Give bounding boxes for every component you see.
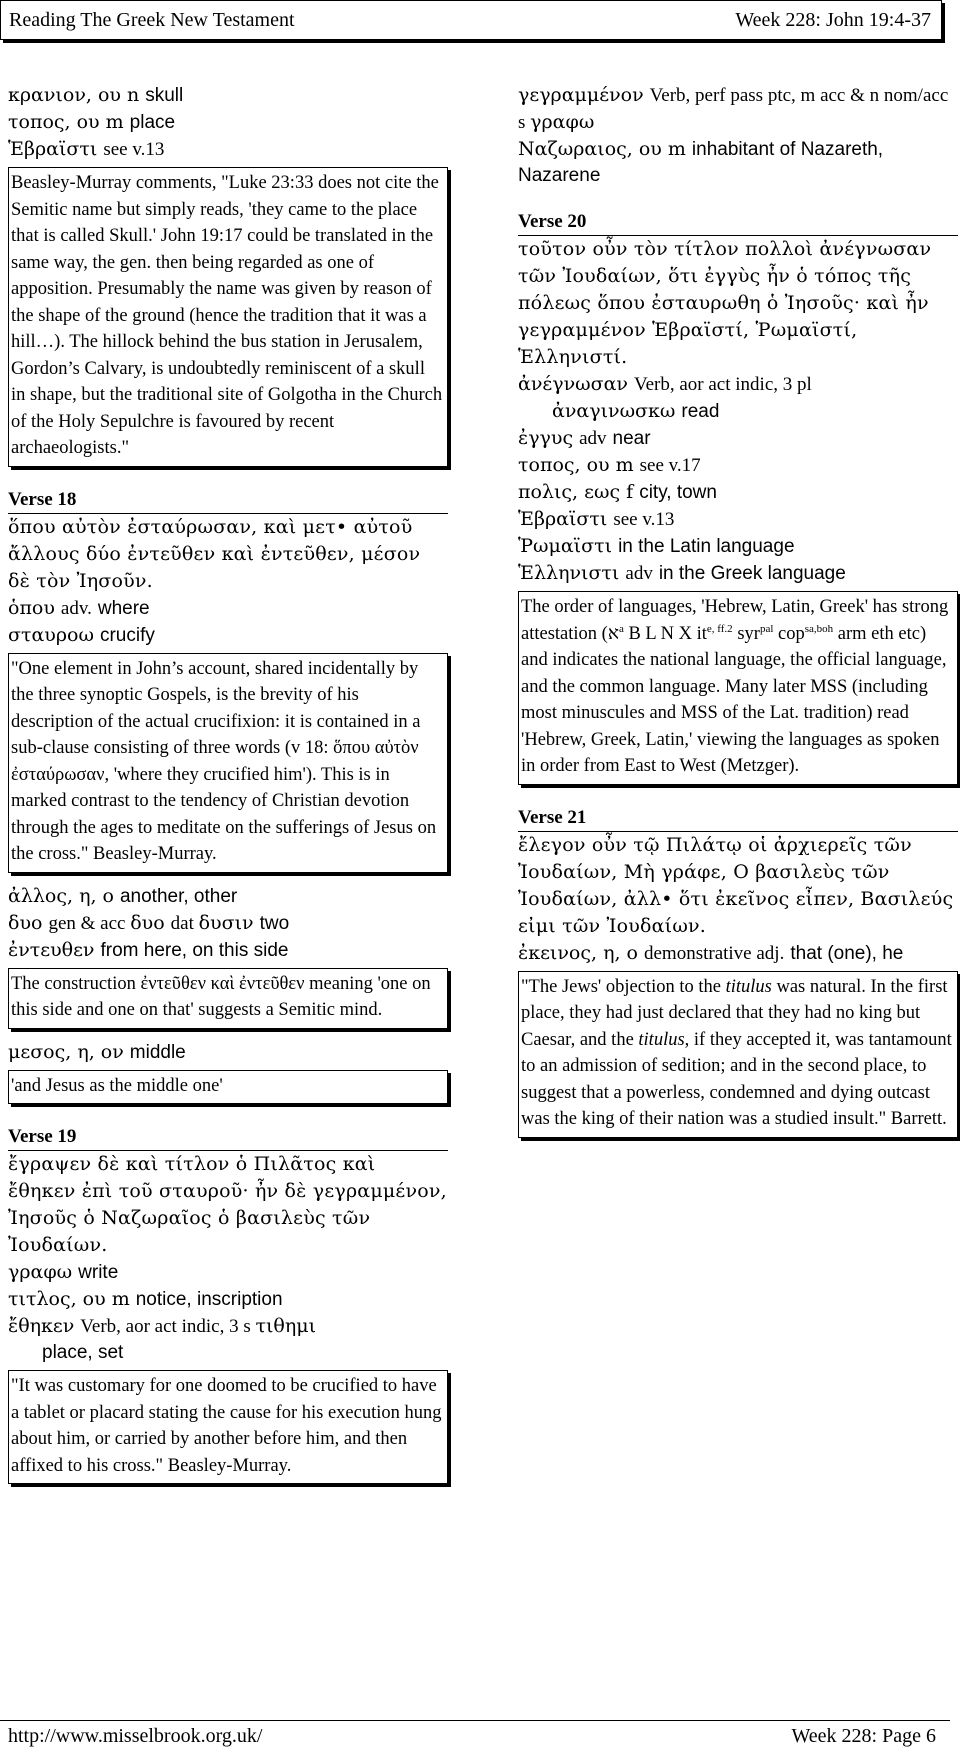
vocab-lexical-form: ἀναγινωσκω: [552, 400, 676, 422]
verse-19-text: ἔγραψεν δὲ καὶ τίτλον ὁ Πιλᾶτος καὶ ἔθηκεν ἐπὶ τοῦ σταυροῦ· ἦν δὲ γεγραμμένον, Ἰησοῦς ὁ Ναζωραῖος ὁ βασιλεὺς τῶν Ἰουδαίων.: [8, 1153, 447, 1256]
aleph-symbol: א: [607, 623, 619, 644]
vocab-ethEken: [8, 1313, 448, 1366]
vocab-greek: Ναζωραιος, ου m: [518, 138, 686, 160]
vocab-english: write: [78, 1262, 119, 1283]
left-column: [8, 82, 448, 1494]
vocab-stauroo: [8, 622, 448, 649]
vocab-grammar: adv: [579, 428, 607, 449]
vocab-greek: ἐκεινος, η, ο: [518, 941, 638, 964]
verse-20-text: τοῦτον οὖν τὸν τίτλον πολλοὶ ἀνέγνωσαν τῶν Ἰουδαίων, ὅτι ἐγγὺς ἦν ὁ τόπος τῆς πόλεως ὅπου ἐσταυρωθη ὁ Ἰησοῦς· καὶ ἦν γεγραμμένον Ἑβραϊστί, Ῥωμαϊστί, Ἑλληνιστί.: [518, 238, 932, 368]
commentary-note-jews-objection: [518, 971, 958, 1138]
vocab-grammar: dat: [170, 912, 194, 934]
vocab-greek: ἐγγυς: [518, 427, 574, 449]
note-text: (including most minuscules and: [521, 676, 928, 723]
vocab-grapho: [8, 1259, 448, 1286]
vocab-greek: τιτλος, ου m: [8, 1288, 130, 1310]
vocab-greek: ἀνέγνωσαν: [518, 373, 628, 395]
vocab-enteuthen: [8, 937, 448, 964]
vocab-lexical-form: γραφω: [530, 111, 595, 133]
vocab-greek: τοπος, ου m: [518, 454, 634, 476]
vocab-gegrammenon: [518, 82, 958, 136]
vocab-english: read: [681, 401, 720, 422]
vocab-greek: γεγραμμένον: [518, 84, 644, 106]
note-text: arm eth etc) and indicates the national language, the official language, and the common language. Many later: [521, 623, 947, 697]
vocab-greek: ἐντευθεν: [8, 938, 95, 961]
vocab-english: near: [612, 428, 651, 449]
vocab-english: inhabitant of Nazareth, Nazarene: [518, 139, 884, 186]
vocab-reference: see v.17: [639, 455, 701, 476]
vocab-grammar: gen & acc: [48, 912, 126, 934]
vocab-english: where: [97, 597, 150, 619]
vocab-hebraisti: [8, 136, 448, 163]
verse-18-heading: Verse 18: [8, 489, 448, 514]
vocab-grammar: Verb, aor act indic, 3 s: [80, 1316, 251, 1337]
vocab-greek: σταυροω: [8, 623, 94, 646]
vocab-anegnosan: [518, 371, 958, 425]
note-text: of the Lat. tradition) read 'Hebrew, Greek, Latin,' viewing the languages as spoken in order from East to West (Metzger).: [521, 703, 940, 776]
vocab-greek: κρανιον, ου n: [8, 84, 140, 106]
vocab-greek: ἀλλος, η, ο: [8, 884, 114, 907]
vocab-english: in the Greek language: [658, 563, 846, 584]
note-superscript: a: [618, 622, 624, 635]
vocab-english: another, other: [119, 885, 238, 907]
note-superscript: e, ff.2: [706, 622, 733, 635]
note-mss: MSS: [810, 676, 848, 697]
verse-21-text: ἔλεγον οὖν τῷ Πιλάτῳ οἱ ἀρχιερεῖς τῶν Ἰουδαίων, Μὴ γράφε, Ο βασιλεὺς τῶν Ἰουδαίων, ἀλλ• ὅτι ἐκεῖνος εἶπεν, Βασιλεύς εἰμι τῶν Ἰουδαίων.: [518, 833, 954, 937]
header-title: Reading The Greek New Testament: [9, 9, 295, 31]
vocab-grammar: adv: [625, 563, 653, 584]
vocab-mesos: [8, 1039, 448, 1066]
vocab-grammar: Verb, aor act indic, 3 pl: [633, 374, 812, 395]
vocab-grammar: adv.: [60, 597, 92, 619]
commentary-note-skull: Beasley-Murray comments, "Luke 23:33 does not cite the Semitic name but simply reads, 'they came to the place that is called Skull.' John 19:17 could be translated in the same way, the gen. then being regarded as one of apposition. Presumably the name was given by reason of the shape of the ground (hence the tradition that it was a hill…). The hillock behind the bus station in Jerusalem, Gordon’s Calvary, is undoubtedly reminiscent of a skull in shape, but the traditional site of Golgotha in the Church of the Holy Sepulchre is favoured by recent archaeologists.": [8, 167, 448, 467]
commentary-note-language-order: [518, 591, 958, 785]
note-text: The order of languages, 'Hebrew, Latin, Greek' has strong attestation (: [521, 597, 949, 644]
vocab-english: that (one), he: [790, 942, 904, 964]
note-mss: MSS: [680, 703, 718, 723]
verse-20-heading: Verse 20: [518, 211, 958, 236]
vocab-kranion: [8, 82, 448, 109]
commentary-note-element: "One element in John’s account, shared incidentally by the three synoptic Gospels, is the brevity of his description of the actual crucifixion: it is contained in a sub-clause consisting of three words (v 18: ὅπου αὐτὸν ἐσταύρωσαν, 'where they crucified him'). This is in marked contrast to the tendency of Christian devotion through the ages to meditate on the sufferings of Jesus on the cross." Beasley-Murray.: [8, 653, 448, 873]
vocab-greek: δυο: [8, 911, 43, 934]
vocab-hebraisti-2: [518, 506, 958, 533]
vocab-greek: Ἑβραϊστι: [8, 138, 98, 160]
vocab-english: place, set: [42, 1342, 124, 1363]
vocab-reference: see v.13: [103, 139, 165, 160]
vocab-lexical-form: τιθημι: [255, 1315, 317, 1337]
commentary-note-middle: 'and Jesus as the middle one': [8, 1070, 448, 1105]
vocab-hellenisti: [518, 560, 958, 587]
note-superscript: pal: [759, 622, 774, 635]
vocab-greek: τοπος, ου m: [8, 111, 124, 133]
header-week: Week 228: John 19:4-37: [735, 9, 931, 31]
vocab-grammar: Verb, perf pass ptc, m acc & n nom/acc s: [518, 85, 949, 133]
commentary-note-construction: The construction ἐντεῦθεν καὶ ἐντεῦθεν meaning 'one on this side and one on that' suggests a Semitic mind.: [8, 968, 448, 1029]
vocab-english: city, town: [639, 482, 717, 503]
vocab-greek: Ῥωμαϊστι: [518, 535, 613, 557]
vocab-greek: δυσιν: [198, 911, 254, 934]
note-italic-term: titulus: [638, 1029, 685, 1050]
verse-19-heading: Verse 19: [8, 1126, 448, 1151]
verse-18-text: ὅπου αὐτὸν ἐσταύρωσαν, καὶ μετ• αὐτοῦ ἄλλους δύο ἐντεῦθεν καὶ ἐντεῦθεν, μέσον δὲ τὸν Ἰησοῦν.: [8, 515, 421, 592]
vocab-greek: ὁπου: [8, 596, 55, 619]
vocab-ekeinos: [518, 940, 958, 967]
vocab-reference: see v.13: [613, 509, 675, 530]
note-text: was natural. In the first place, they had just declared that they had no king but Caesar, and the: [521, 976, 948, 1050]
note-superscript: sa,boh: [804, 622, 834, 635]
note-text: , if they accepted it, was tantamount to an admission of sedition; and in the second place, to suggest that a powerless, condemned and dying outcast was the king of their nation was a studied insult." Barrett.: [521, 1029, 952, 1129]
vocab-english: in the Latin language: [618, 536, 795, 557]
vocab-greek: Ἑλληνιστι: [518, 562, 620, 584]
note-italic-term: titulus: [725, 976, 772, 997]
vocab-titlos: [8, 1286, 448, 1313]
note-text: syr: [732, 623, 760, 644]
verse-21-heading: Verse 21: [518, 807, 958, 832]
vocab-greek: δυο: [130, 911, 165, 934]
vocab-topos: [8, 109, 448, 136]
vocab-topos-2: [518, 452, 958, 479]
vocab-romaisti: [518, 533, 958, 560]
vocab-english: notice, inscription: [135, 1289, 283, 1310]
page-header: [0, 0, 942, 40]
vocab-english: place: [129, 112, 176, 133]
vocab-engus: [518, 425, 958, 452]
vocab-polis: [518, 479, 958, 506]
note-text: cop: [773, 623, 805, 644]
vocab-greek: ἔθηκεν: [8, 1315, 75, 1337]
vocab-duo: [8, 910, 448, 937]
vocab-greek: Ἑβραϊστι: [518, 508, 608, 530]
vocab-greek: γραφω: [8, 1261, 73, 1283]
vocab-english: middle: [129, 1041, 186, 1063]
vocab-english: skull: [145, 85, 184, 106]
note-text: "The Jews' objection to the: [521, 976, 726, 997]
vocab-greek: μεσος, η, ον: [8, 1040, 124, 1063]
page-footer: [0, 1720, 950, 1747]
commentary-note-customary: "It was customary for one doomed to be crucified to have a tablet or placard stating the cause for his execution hung about him, or carried by another before him, and then affixed to his cross." Beasley-Murray.: [8, 1370, 448, 1484]
vocab-english: two: [259, 912, 290, 934]
vocab-allos: [8, 883, 448, 910]
vocab-greek: πολις, εως f: [518, 481, 634, 503]
vocab-hopou: [8, 595, 448, 622]
note-text: B L N X it: [623, 623, 707, 644]
vocab-grammar: demonstrative adj.: [643, 942, 785, 964]
footer-url[interactable]: http://www.misselbrook.org.uk/: [8, 1725, 263, 1747]
right-column: [518, 82, 958, 1148]
vocab-english: from here, on this side: [100, 939, 289, 961]
footer-page-number: Week 228: Page 6: [791, 1725, 936, 1747]
vocab-nazoraios: [518, 136, 958, 189]
vocab-english: crucify: [99, 624, 155, 646]
